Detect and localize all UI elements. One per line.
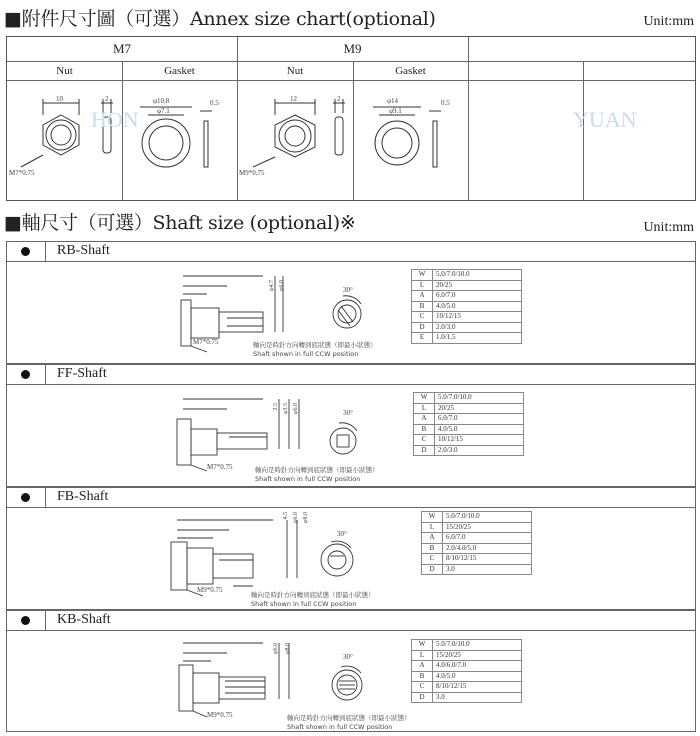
spec-key: W (412, 270, 433, 281)
shaft-name: FB-Shaft (57, 489, 109, 504)
spec-value: 5.0/7.0/10.0 (433, 640, 522, 651)
kb-thread: M9*0.75 (207, 711, 233, 719)
shaft-name: FF-Shaft (57, 366, 107, 381)
spec-key: B (412, 301, 433, 312)
spec-key: C (422, 554, 443, 565)
kb-dim-1: φ6.0 (273, 643, 279, 654)
annex-title: ■附件尺寸圖（可選）Annex size chart(optional) (4, 8, 436, 30)
shaft-row-ff (6, 364, 696, 487)
spec-value: 20/25 (433, 280, 522, 291)
spec-key: A (412, 291, 433, 302)
ff-dim-3: φ6.0 (293, 403, 299, 414)
rb-spec-table (411, 269, 522, 344)
spec-key: W (414, 393, 435, 404)
m7-nut-thread: M7*0.75 (9, 169, 35, 177)
spec-value: 6.0/7.0 (435, 414, 524, 425)
m9-nut-thick: 2 (337, 95, 341, 103)
spec-value: 6.0/7.0 (443, 533, 532, 544)
spec-key: W (422, 512, 443, 523)
rb-dim-1: φ4.7 (269, 280, 275, 291)
shaft-row-fb (6, 487, 696, 610)
shaft-row-kb (6, 610, 696, 732)
annex-unit: Unit:mm (643, 14, 694, 29)
rb-dim-2: φ6.0 (279, 280, 285, 291)
spec-key: C (412, 312, 433, 323)
bullet-icon (21, 493, 30, 502)
bullet-icon (21, 616, 30, 625)
spec-value: 2.0/3.0 (433, 322, 522, 333)
fb-caption-en: Shaft shown in full CCW position (251, 600, 357, 608)
m7-nut-label: Nut (56, 65, 73, 77)
spec-key: A (414, 414, 435, 425)
m9-gasket-label: Gasket (395, 65, 426, 77)
spec-value: 15/20/25 (443, 522, 532, 533)
m7-gasket-thick: 0.5 (210, 99, 219, 107)
fb-caption-cn: 軸向是時針方向轉到底狀態（即最小狀態） (251, 591, 375, 599)
rb-caption-cn: 軸向是時針方向轉到底狀態（即最小狀態） (253, 341, 377, 349)
spec-key: L (412, 650, 433, 661)
divider (7, 61, 695, 62)
group-name-m9: M9 (343, 41, 362, 56)
kb-caption-en: Shaft shown in full CCW position (287, 723, 393, 731)
m7-gasket-outer: φ10.8 (153, 97, 170, 105)
spec-key: L (414, 403, 435, 414)
fb-angle: 30° (337, 530, 347, 538)
spec-key: A (412, 661, 433, 672)
shaft-name: RB-Shaft (57, 243, 110, 258)
spec-value: 5.0/7.0/10.0 (435, 393, 524, 404)
spec-value: 6.0/7.0 (433, 291, 522, 302)
spec-value: 15/20/25 (433, 650, 522, 661)
spec-value: 10/12/15 (435, 435, 524, 446)
bullet-icon (21, 370, 30, 379)
spec-value: 1.0/1.5 (433, 333, 522, 344)
ff-dim-2: φ3.5 (283, 403, 289, 414)
spec-key: D (414, 445, 435, 456)
watermark-yuan: YUAN (573, 107, 637, 132)
m9-nut-thread: M9*0.75 (239, 169, 265, 177)
m9-nut-label: Nut (286, 65, 304, 77)
spec-key: C (414, 435, 435, 446)
fb-dim-2: φ6.0 (293, 512, 299, 523)
m9-nut-width: 12 (290, 95, 297, 103)
spec-value: 10/12/15 (433, 312, 522, 323)
kb-spec-table (411, 639, 522, 703)
spec-value: 4.0/6.0/7.0 (433, 661, 522, 672)
ff-caption-cn: 軸向是時針方向轉到底狀態（即最小狀態） (255, 466, 379, 474)
divider (468, 37, 469, 200)
m9-gasket-thick: 0.5 (441, 99, 450, 107)
spec-key: L (422, 522, 443, 533)
spec-value: 2.0/4.0/5.0 (443, 543, 532, 554)
kb-dim-2: φ8.0 (285, 643, 291, 654)
rb-caption-en: Shaft shown in full CCW position (253, 350, 359, 358)
bullet-icon (21, 247, 30, 256)
group-name-m7: M7 (112, 41, 132, 56)
m7-gasket-label: Gasket (164, 65, 195, 77)
spec-value: 20/25 (435, 403, 524, 414)
fb-dim-1: 4.5 (283, 512, 289, 520)
spec-key: L (412, 280, 433, 291)
spec-value: 8/10/12/15 (443, 554, 532, 565)
spec-key: D (412, 692, 433, 703)
ff-caption-en: Shaft shown in full CCW position (255, 475, 361, 483)
spec-key: B (412, 671, 433, 682)
fb-spec-table (421, 511, 532, 575)
m9-gasket-drawing (353, 81, 468, 201)
m7-nut-thick: 2 (105, 95, 109, 103)
spec-value: 4.0/5.0 (435, 424, 524, 435)
spec-key: B (422, 543, 443, 554)
m9-gasket-outer: φ14 (387, 97, 399, 105)
annex-table (6, 36, 696, 201)
spec-value: 2.0/3.0 (435, 445, 524, 456)
ff-dim-1: 2.5 (273, 403, 279, 411)
spec-key: W (412, 640, 433, 651)
ff-thread: M7*0.75 (207, 463, 233, 471)
spec-key: C (412, 682, 433, 693)
spec-key: D (412, 322, 433, 333)
fb-dim-3: φ8.0 (303, 512, 309, 523)
spec-value: 5.0/7.0/10.0 (443, 512, 532, 523)
ff-spec-table (413, 392, 524, 456)
m7-gasket-inner: φ7.1 (157, 107, 170, 115)
spec-value: 4.0/5.0 (433, 301, 522, 312)
rb-angle: 30° (343, 286, 353, 294)
shaft-name: KB-Shaft (57, 612, 111, 627)
fb-thread: M9*0.75 (197, 586, 223, 594)
watermark-hon: HON (91, 107, 139, 132)
shaft-row-rb (6, 241, 696, 364)
spec-key: A (422, 533, 443, 544)
spec-value: 5.0/7.0/10.0 (433, 270, 522, 281)
m7-nut-width: 10 (56, 95, 63, 103)
kb-caption-cn: 軸向是時針方向轉到底狀態（即最小狀態） (287, 714, 411, 722)
rb-thread: M7*0.75 (193, 338, 219, 346)
m7-gasket-drawing (122, 81, 237, 201)
kb-angle: 30° (343, 653, 353, 661)
spec-key: D (422, 564, 443, 575)
spec-value: 8/10/12/15 (433, 682, 522, 693)
shaft-unit: Unit:mm (643, 220, 694, 235)
spec-value: 4.0/5.0 (433, 671, 522, 682)
ff-angle: 30° (343, 409, 353, 417)
shaft-title: ■軸尺寸（可選）Shaft size (optional)※ (4, 212, 356, 234)
m9-gasket-inner: φ9.1 (389, 107, 402, 115)
spec-value: 3.0 (443, 564, 532, 575)
spec-key: B (414, 424, 435, 435)
spec-key: E (412, 333, 433, 344)
spec-value: 3.0 (433, 692, 522, 703)
